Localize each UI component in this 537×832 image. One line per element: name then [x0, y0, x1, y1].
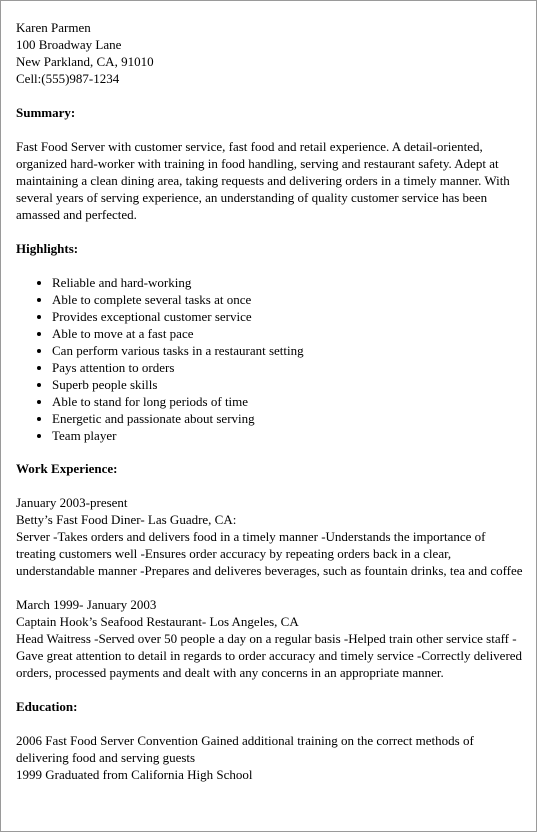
spacer — [16, 87, 523, 104]
education-entry: 2006 Fast Food Server Convention Gained additional training on the correct methods of delivering food and serving guests — [16, 733, 474, 765]
contact-city: New Parkland, CA, 91010 — [16, 54, 154, 69]
spacer — [16, 579, 523, 596]
education-entry: 1999 Graduated from California High School — [16, 767, 253, 782]
spacer — [16, 223, 523, 240]
contact-address: 100 Broadway Lane — [16, 37, 122, 52]
list-item: • Able to move at a fast pace — [52, 325, 523, 342]
spacer — [16, 477, 523, 494]
job-dates: March 1999- January 2003 — [16, 597, 157, 612]
highlights-heading: Highlights: — [16, 241, 79, 256]
highlights-list — [16, 274, 523, 444]
list-item: • Provides exceptional customer service — [52, 308, 523, 325]
resume-content — [16, 19, 523, 783]
spacer — [16, 257, 523, 274]
contact-block — [16, 19, 523, 87]
job-entry — [16, 494, 523, 579]
job-employer: Captain Hook’s Seafood Restaurant- Los Angeles, CA — [16, 614, 299, 629]
spacer — [16, 121, 523, 138]
summary-heading: Summary: — [16, 105, 76, 120]
contact-name: Karen Parmen — [16, 20, 91, 35]
list-item: • Able to complete several tasks at once — [52, 291, 523, 308]
list-item: • Reliable and hard-working — [52, 274, 523, 291]
education-heading: Education: — [16, 699, 78, 714]
job-employer: Betty’s Fast Food Diner- Las Guadre, CA: — [16, 512, 237, 527]
list-item: • Pays attention to orders — [52, 359, 523, 376]
list-item: • Superb people skills — [52, 376, 523, 393]
job-entry — [16, 596, 523, 681]
experience-heading: Work Experience: — [16, 461, 118, 476]
job-dates: January 2003-present — [16, 495, 128, 510]
contact-phone: Cell:(555)987-1234 — [16, 71, 120, 86]
list-item: • Team player — [52, 427, 523, 444]
summary-text: Fast Food Server with customer service, fast food and retail experience. A detail-oriented, organized hard-worker with training in food handling, serving and restaurant safety. Adept at maintaining a clean dining area, taking requests and delivering orders in a timely manner. With several years of serving experience, an understanding of quality customer service has been amassed and perfected. — [16, 139, 510, 222]
spacer — [16, 715, 523, 732]
list-item: • Able to stand for long periods of time — [52, 393, 523, 410]
job-description: Server -Takes orders and delivers food in a timely manner -Understands the importance of treating customers well -Ensures order accuracy by repeating orders back in a clear, understandable manner -Prepares and deliveres beverages, such as fountain drinks, tea and coffee — [16, 529, 523, 578]
job-description: Head Waitress -Served over 50 people a day on a regular basis -Helped train other service staff -Gave great attention to detail in regards to order accuracy and timely service -Correctly delivered orders, processed payments and dealt with any concerns in an appropriate manner. — [16, 631, 523, 680]
spacer — [16, 681, 523, 698]
list-item: • Energetic and passionate about serving — [52, 410, 523, 427]
spacer — [16, 444, 523, 460]
list-item: • Can perform various tasks in a restaurant setting — [52, 342, 523, 359]
